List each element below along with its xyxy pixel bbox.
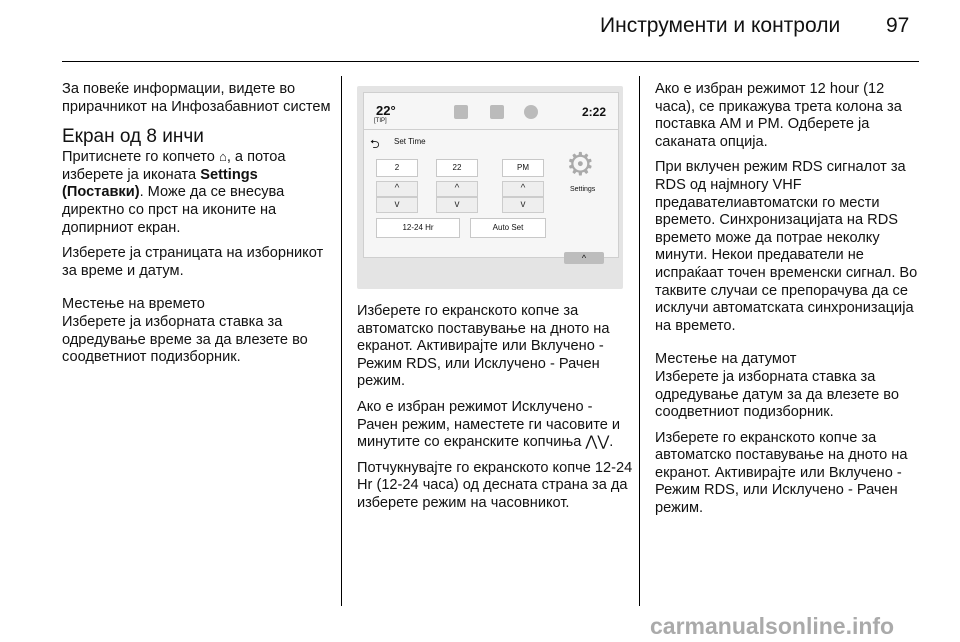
header-rule — [62, 61, 919, 62]
clock-readout: 2:22 — [582, 105, 607, 119]
column-divider-1 — [341, 76, 342, 606]
home-icon: ⌂ — [218, 149, 227, 165]
intro-paragraph: За повеќе информации, видете во прирачникот на Инфозабавниот систем — [62, 81, 331, 115]
date-auto-paragraph: Изберете го екранското копче за автоматско поставување на дното на екранот. Активирајте или Вклучено - Режим RDS, или Исклучено - Рачен режим. — [655, 429, 908, 517]
collapse-button[interactable]: ^ — [564, 252, 604, 264]
phone-icon — [490, 105, 504, 119]
settings-gear-icon[interactable]: ⚙ — [566, 146, 595, 182]
instruction-text-c: . Може да се внесува директно со прст на иконите на допирниот екран. — [62, 184, 285, 236]
minute-down-button[interactable]: v — [436, 197, 478, 213]
minute-value: 22 — [436, 159, 478, 177]
temperature-readout: 22° — [376, 103, 396, 118]
subheading-date: Местење на датумот — [655, 351, 797, 368]
instruction-text-a: Притиснете го копчето — [62, 149, 219, 166]
instruction-text-b: , а потоа изберете ја иконата — [62, 149, 286, 183]
settings-term: Settings (Поставки) — [62, 166, 258, 201]
column-divider-2 — [639, 76, 640, 606]
subheading-time: Местење на времето — [62, 296, 205, 313]
menu-paragraph: Изберете ја страницата на изборникот за време и датум. — [62, 245, 324, 279]
minute-up-button[interactable]: ^ — [436, 181, 478, 197]
info-icon — [524, 105, 538, 119]
set-time-title: Set Time — [394, 137, 426, 146]
auto-set-paragraph: Изберете го екранското копче за автоматско поставување на дното на екранот. Активирајте или Вклучено - Режим RDS, или Исклучено - Рачен режим. — [357, 303, 610, 390]
ampm-paragraph: Ако е избран режимот 12 hour (12 часа), се прикажува трета колона за поставка AM и PM. Одберете ја саканата опција. — [655, 81, 902, 150]
page-header-title: Инструменти и контроли — [600, 14, 841, 37]
watermark: carmanualsonline.info — [650, 613, 895, 639]
12-24-hr-button[interactable]: 12-24 Hr — [376, 218, 460, 238]
time-paragraph: Изберете ја изборната ставка за одредување време за да влезете во соодветниот подизборник. — [62, 313, 308, 366]
audio-icon — [454, 105, 468, 119]
ampm-down-button[interactable]: v — [502, 197, 544, 213]
12-24-paragraph: Потчукнувајте го екранското копче 12-24 Hr (12-24 часа) од десната страна за да изберете режим на часовникот. — [357, 459, 633, 511]
hour-up-button[interactable]: ^ — [376, 181, 418, 197]
auto-set-button[interactable]: Auto Set — [470, 218, 546, 238]
date-paragraph: Изберете ја изборната ставка за одредување датум за да влезете во соодветниот подизборник. — [655, 368, 899, 421]
screen-divider — [364, 129, 618, 130]
instruction-paragraph — [62, 148, 332, 237]
column-1 — [62, 81, 332, 375]
manual-mode-paragraph: Ако е избран режимот Исклучено - Рачен режим, наместете ги часовите и минутите со екранските копчиња ⋀⋁. — [357, 398, 621, 451]
page-number: 97 — [886, 14, 910, 37]
tip-label: [TIP] — [374, 118, 387, 124]
back-arrow-icon[interactable]: ⮌ — [370, 137, 380, 151]
ampm-up-button[interactable]: ^ — [502, 181, 544, 197]
hour-value: 2 — [376, 159, 418, 177]
settings-label: Settings — [570, 186, 596, 193]
set-time-screenshot — [357, 86, 623, 289]
rds-paragraph: При вклучен режим RDS сигналот за RDS од најмногу VHF предавателиавтоматски го мести времето. Синхронизацијата на RDS времето може да потрае неколку минути. Некои предаватели не испраќаат точен временски сигнал. Во таквите случаи се препорачува да се исклучи автоматската синхронизација на времето. — [655, 159, 918, 334]
column-3 — [655, 81, 919, 526]
section-heading: Екран од 8 инчи — [62, 126, 204, 148]
column-2 — [357, 303, 635, 521]
infotainment-screen — [363, 92, 619, 258]
ampm-value: PM — [502, 159, 544, 177]
hour-down-button[interactable]: v — [376, 197, 418, 213]
